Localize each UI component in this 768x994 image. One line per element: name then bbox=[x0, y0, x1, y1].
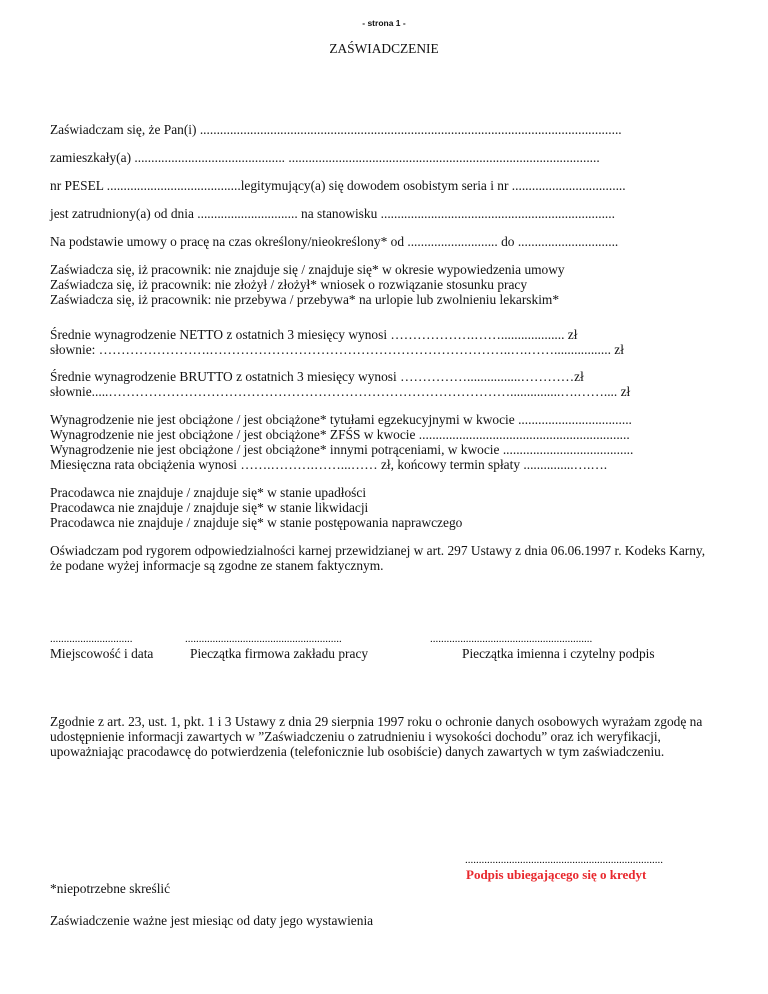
name-stamp-field[interactable]: ........................................................... bbox=[430, 633, 593, 645]
consent-paragraph: Zgodnie z art. 23, ust. 1, pkt. 1 i 3 Ustawy z dnia 29 sierpnia 1997 roku o ochronie danych osobowych wyrażam zgodę na udostępnienie informacji zawartych w ”Zaświadczeniu o zatrudnieniu i wysokości dochodu” oraz ich weryfikacji, upoważniając pracodawcę do potwierdzenia (telefonicznie lub osobiście) danych zawartych w tym zaświadczeniu. bbox=[50, 714, 703, 759]
page-number: - strona 1 - bbox=[362, 18, 406, 28]
employer-bankruptcy: Pracodawca nie znajduje / znajduje się* w stanie upadłości bbox=[50, 485, 367, 500]
employer-liquidation: Pracodawca nie znajduje / znajduje się* w stanie likwidacji bbox=[50, 500, 369, 515]
encumbrance-other[interactable]: Wynagrodzenie nie jest obciążone / jest obciążone* innymi potrąceniami, w kwocie ....................................... bbox=[50, 442, 634, 457]
status-leave: Zaświadcza się, iż pracownik: nie przebywa / przebywa* na urlopie lub zwolnieniu lekarskim* bbox=[50, 292, 560, 307]
employee-name-line[interactable]: Zaświadczam się, że Pan(i) .............................................................................................................................. bbox=[50, 122, 622, 137]
brutto-salary-line[interactable]: Średnie wynagrodzenie BRUTTO z ostatnich 3 miesięcy wynosi ……………................…………zł bbox=[50, 369, 584, 384]
declaration-paragraph: Oświadczam pod rygorem odpowiedzialności karnej przewidzianej w art. 297 Ustawy z dnia 06.06.1997 r. Kodeks Karny, że podane wyżej informacje są zgodne ze stanem faktycznym. bbox=[50, 543, 706, 573]
contract-line[interactable]: Na podstawie umowy o pracę na czas określony/nieokreślony* od ........................... do .............................. bbox=[50, 234, 619, 249]
status-termination-request: Zaświadcza się, iż pracownik: nie złożył / złożył* wniosek o rozwiązanie stosunku pracy bbox=[50, 277, 528, 292]
pesel-id-line[interactable]: nr PESEL ........................................legitymujący(a) się dowodem osobistym seria i nr .................................. bbox=[50, 178, 626, 193]
address-line[interactable]: zamieszkały(a) ............................................. ............................................................................................. bbox=[50, 150, 600, 165]
brutto-salary-words[interactable]: słownie.....………………………………………………………………………………...............….…….... zł bbox=[50, 384, 631, 399]
encumbrance-zfss[interactable]: Wynagrodzenie nie jest obciążone / jest obciążone* ZFŚS w kwocie ............................................................... bbox=[50, 427, 630, 442]
footnote: *niepotrzebne skreślić bbox=[50, 881, 171, 896]
name-stamp-label: Pieczątka imienna i czytelny podpis bbox=[462, 646, 655, 661]
document-title: ZAŚWIADCZENIE bbox=[329, 41, 439, 56]
employment-line[interactable]: jest zatrudniony(a) od dnia .............................. na stanowisku ...................................................................... bbox=[50, 206, 615, 221]
status-notice-period: Zaświadcza się, iż pracownik: nie znajduje się / znajduje się* w okresie wypowiedzenia umowy bbox=[50, 262, 565, 277]
applicant-signature-field[interactable]: ........................................................................ bbox=[465, 854, 663, 866]
encumbrance-enforcement[interactable]: Wynagrodzenie nie jest obciążone / jest obciążone* tytułami egzekucyjnymi w kwocie .................................. bbox=[50, 412, 632, 427]
validity-note: Zaświadczenie ważne jest miesiąc od daty jego wystawienia bbox=[50, 913, 374, 928]
company-stamp-field[interactable]: ......................................................... bbox=[185, 633, 342, 645]
place-date-field[interactable]: .............................. bbox=[50, 633, 133, 645]
netto-salary-line[interactable]: Średnie wynagrodzenie NETTO z ostatnich 3 miesięcy wynosi ……………….……................... zł bbox=[50, 327, 578, 342]
monthly-installment[interactable]: Miesięczna rata obciążenia wynosi …….……….……...…… zł, końcowy termin spłaty ...............….…. bbox=[50, 457, 608, 472]
employer-recovery: Pracodawca nie znajduje / znajduje się* w stanie postępowania naprawczego bbox=[50, 515, 463, 530]
applicant-signature-label: Podpis ubiegającego się o kredyt bbox=[466, 867, 647, 882]
company-stamp-label: Pieczątka firmowa zakładu pracy bbox=[190, 646, 369, 661]
netto-salary-words[interactable]: słownie: …………………….…………………………………………………………..….……................. zł bbox=[50, 342, 624, 357]
place-date-label: Miejscowość i data bbox=[50, 646, 154, 661]
